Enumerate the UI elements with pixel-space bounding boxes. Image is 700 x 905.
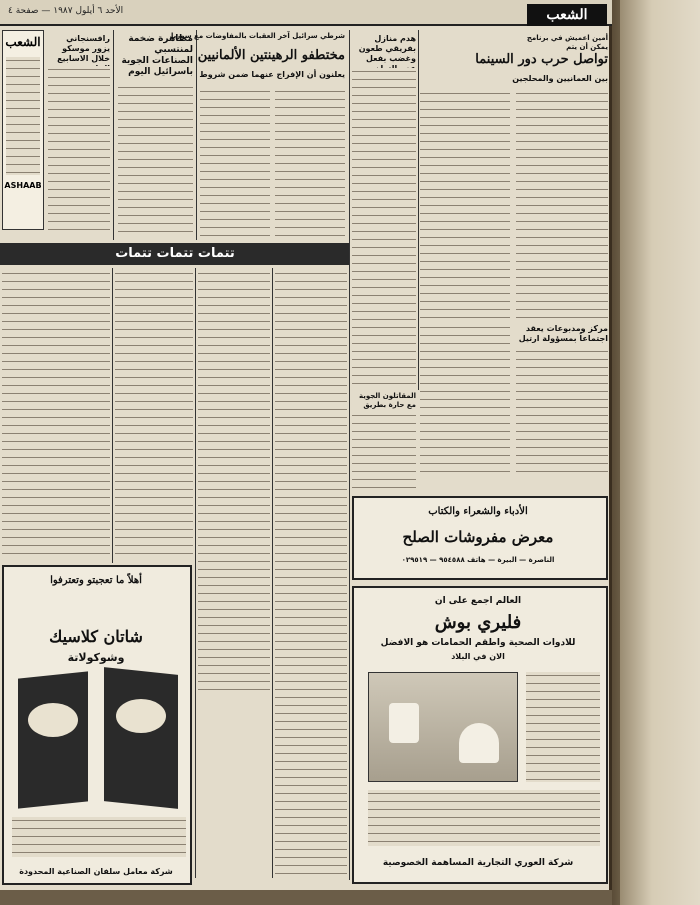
headline-demolition: هدم منازل بفريقي طعون وغضب بفعل — [358, 34, 416, 63]
story-small-text — [352, 412, 416, 492]
headline-right-kicker: أمين اعميش في برنامج يمكن أن يتم — [526, 34, 608, 51]
column-rule — [195, 268, 196, 878]
headline-right2: مركز ومدبوعات يعقد اجتماعاً بمسؤولة ارتيل — [518, 324, 608, 343]
basin-shape — [389, 703, 419, 743]
ad1-line1: الأدباء والشعراء والكتاب — [428, 506, 528, 517]
center-story-col1 — [200, 88, 270, 238]
headline-center-sub: يعلنون أن الإفراج عنهما ضمن شروط — [199, 70, 345, 79]
date-line: الأحد ٦ أيلول ١٩٨٧ — صفحة ٤ — [8, 6, 124, 16]
continuation-col1 — [2, 270, 110, 560]
page-header-bar — [0, 0, 612, 26]
bathroom-photo — [368, 672, 518, 782]
continuation-col4 — [275, 270, 347, 880]
chocolate-box-label-left — [28, 703, 78, 737]
story-demolition-text — [352, 68, 416, 388]
right-story-col2 — [516, 90, 608, 320]
furniture-ad — [352, 496, 608, 580]
ad2-footer: شركة العوري التجارية المساهمة الخصوصية — [382, 858, 574, 868]
column-rule — [272, 268, 273, 878]
ad2-line2: للادوات الصحية واطقم الحمامات هو الافضل — [380, 638, 576, 648]
ad3-footer: شركة معامل سلفان الصناعية المحدودة — [19, 867, 173, 876]
headline-right-sub: بين العمانيين والمحلجين — [512, 74, 608, 83]
headline-rafsanjani: رافسنجاني يزور موسكو خلال الاسابيع — [57, 34, 110, 63]
headline-main-right: تواصل حرب دور السينما — [475, 52, 608, 67]
binding-edge-light — [620, 0, 700, 905]
masthead-logo: الشعب — [527, 4, 607, 26]
story-rafsanjani-text — [48, 66, 110, 236]
column-rule — [112, 268, 113, 563]
headline-industries-demo: مظاهرة ضخمة لمنتسبي الصناعات الجوية باسرائيل اليوم — [121, 34, 193, 77]
right-story-col1 — [420, 90, 510, 320]
column-rule — [418, 30, 419, 390]
ad2-feature-list — [526, 672, 600, 782]
ad2-line3: الان في البلاد — [451, 652, 505, 661]
chocolate-box-left — [18, 671, 88, 808]
center-story-col2 — [275, 88, 345, 238]
ad3-line1: أهلاً ما تعجبتو وتعترفوا — [50, 575, 142, 586]
ad1-line3: الناصرة — البيرة — هاتف ٩٥٤٥٨٨ — ٠٢٩٥١٩ — [401, 556, 555, 564]
side-logo-arabic: الشعب — [5, 35, 41, 49]
continuations-band: تتمات تتمات تتمات — [0, 243, 350, 265]
story-right3-text — [420, 324, 510, 478]
side-logo-box — [2, 30, 44, 230]
story-right2-text — [516, 348, 608, 478]
ad3-line2: وشوكولاتة — [67, 651, 125, 664]
ad2-body-text — [368, 790, 600, 846]
ad3-body-text — [12, 817, 186, 857]
chocolate-box-label-right — [116, 699, 166, 733]
toilet-shape — [459, 723, 499, 763]
column-rule — [113, 30, 114, 240]
ad2-line1: العالم اجمع على ان — [434, 596, 522, 606]
headline-right3: المقاتلون الجوية مع حارة بطريق — [358, 392, 416, 409]
ad2-brand: فليري بوش — [434, 612, 522, 633]
column-rule — [349, 30, 350, 880]
headline-center-kicker: شرطي سرائيل آخر العقبات بالمفاوضات مع سوريا — [171, 32, 345, 40]
ad3-brand: شاتان كلاسيك — [49, 627, 143, 646]
bathroom-fixtures-ad — [352, 586, 608, 884]
story-demo-text — [118, 84, 193, 234]
side-logo-text — [6, 57, 40, 175]
continuation-col2 — [115, 270, 193, 560]
column-rule — [196, 30, 197, 240]
chocolate-box-right — [104, 667, 178, 809]
ad1-line2: معرض مفروشات الصلح — [402, 528, 554, 546]
headline-center-main: مختطفو الرهينتين الألمانيين — [197, 48, 345, 63]
chocolate-ad — [2, 565, 192, 885]
continuation-col3 — [198, 270, 270, 690]
side-logo-latin: ASHAAB — [4, 181, 42, 190]
